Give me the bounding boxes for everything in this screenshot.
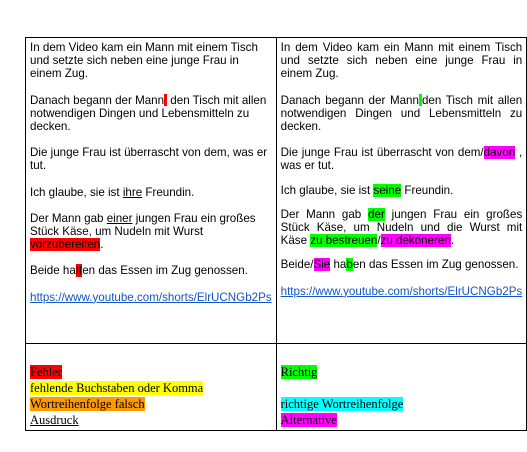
paragraph [30, 186, 272, 199]
legend-label: Fehler [30, 365, 62, 379]
alternative-highlight: Sie [313, 258, 331, 272]
legend-label: Richtig [280, 365, 318, 379]
legend-item-word-order-wrong [30, 396, 272, 412]
comparison-table [25, 37, 527, 431]
legend-item-word-order-right [281, 396, 523, 412]
expression-mark: einer [106, 211, 133, 225]
correct-highlight: b [346, 258, 353, 272]
text-span: . [100, 238, 104, 252]
error-highlight: vorzubereiten [30, 238, 101, 252]
legend-spacer [281, 380, 523, 396]
paragraph [30, 264, 272, 277]
text-span: Beide/ [280, 258, 314, 272]
text-span: . [450, 234, 455, 248]
text-span: en das Essen im Zug genossen. [82, 264, 248, 278]
correct-highlight: zu bestreuen [310, 234, 378, 248]
paragraph: Die junge Frau ist überrascht von dem, was er tut. [30, 146, 268, 173]
paragraph: In dem Video kam ein Mann mit einem Tisch und setzte sich neben eine junge Frau in einem Zug. [30, 41, 258, 81]
paragraph [281, 184, 523, 197]
paragraph [30, 94, 272, 134]
error-highlight: tt [75, 264, 83, 278]
text-span: Freundin. [142, 185, 195, 199]
text-span: Ich glaube, sie ist [30, 185, 123, 199]
legend-label: richtige Wortreihenfolge [280, 397, 404, 411]
text-span: ha [330, 258, 347, 272]
text-span: Der Mann gab [280, 207, 369, 221]
text-span: jungen Frau ein großes Stück Käse, um Nudeln und die Wurst mit Käse [280, 207, 523, 248]
text-span: Die junge Frau ist überrascht von dem/ [280, 146, 484, 160]
paragraph [30, 291, 272, 304]
text-span: den Tisch mit allen notwendigen Dingen und Lebensmitteln zu decken. [30, 93, 267, 134]
paragraph: In dem Video kam ein Mann mit einem Tisch und setzte sich neben eine junge Frau in einem Zug. [280, 41, 523, 81]
paragraph [281, 258, 523, 271]
correct-highlight: seine [373, 183, 402, 197]
text-span: Danach begann der Mann [280, 93, 419, 107]
legend-item-error [30, 364, 272, 380]
text-span: Freundin. [401, 183, 454, 197]
legend-item-expression [30, 412, 272, 428]
text-span: Der Mann gab [30, 211, 107, 225]
youtube-link[interactable]: https://www.youtube.com/shorts/ElrUCNGb2Ps [280, 284, 523, 298]
youtube-link[interactable]: https://www.youtube.com/shorts/ElrUCNGb2Ps [30, 290, 272, 304]
paragraph [281, 285, 523, 298]
alternative-highlight: davon [483, 146, 516, 160]
text-span: / [377, 234, 381, 248]
legend-item-alternative [281, 412, 523, 428]
text-span: Danach begann der Mann [30, 93, 165, 107]
legend-item-correct [281, 364, 523, 380]
text-span: , was er tut. [280, 146, 523, 173]
text-span: en das Essen im Zug genossen. [352, 258, 519, 272]
alternative-highlight: zu dekoneren [380, 234, 451, 248]
corrected-text-cell [276, 38, 527, 344]
paragraph [281, 94, 523, 134]
legend-label: Wortreihenfolge falsch [30, 397, 145, 411]
original-text-cell [26, 38, 277, 344]
legend-row [26, 344, 527, 431]
paragraph [281, 146, 523, 172]
legend-item-missing [30, 380, 272, 396]
text-row [26, 38, 527, 344]
expression-mark: ihre [122, 185, 143, 199]
text-span: Beide ha [30, 264, 76, 278]
correct-highlight: der [368, 207, 385, 221]
error-legend-cell [26, 344, 277, 431]
correction-legend-cell [276, 344, 527, 431]
paragraph [30, 212, 272, 252]
text-span: Ich glaube, sie ist [280, 183, 374, 197]
text-span: den Tisch mit allen notwendigen Dingen und Lebensmitteln zu decken. [280, 93, 523, 134]
paragraph [281, 208, 523, 248]
text-span: jungen Frau ein großes Stück Käse, um Nudeln mit Wurst [30, 211, 256, 239]
legend-label: fehlende Buchstaben oder Komma [30, 381, 204, 395]
legend-label: Alternative [280, 413, 337, 427]
legend-label: Ausdruck [30, 413, 79, 427]
